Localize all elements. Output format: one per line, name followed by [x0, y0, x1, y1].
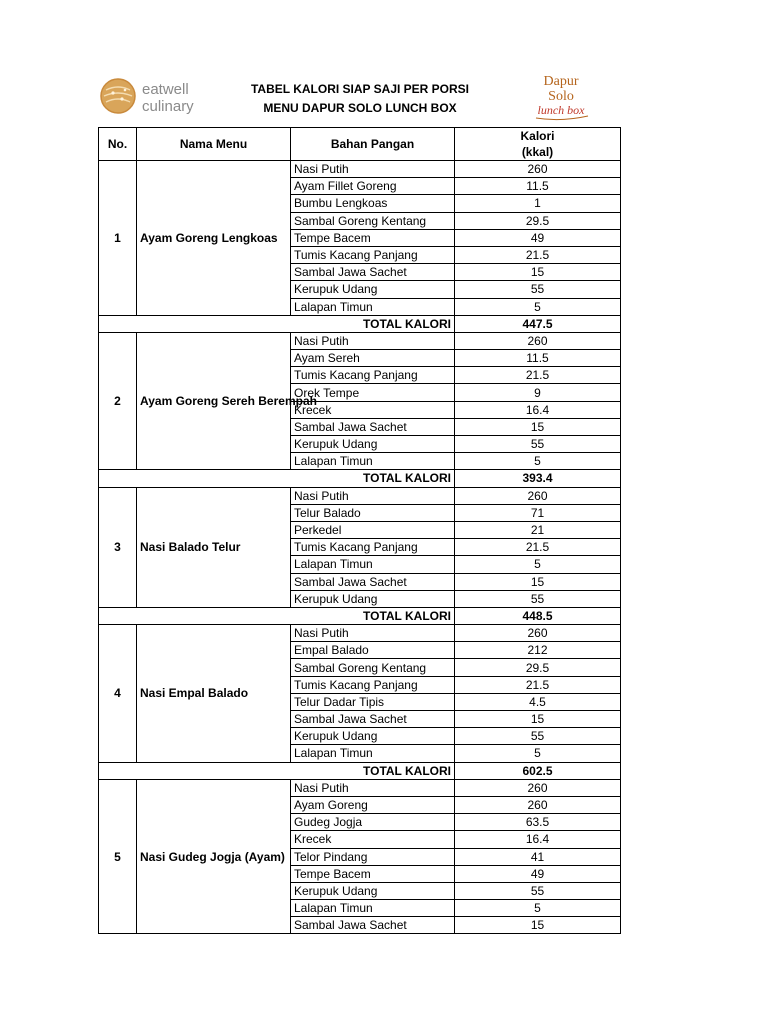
ingredient-calorie: 41: [455, 848, 621, 865]
total-label: TOTAL KALORI: [99, 470, 455, 487]
ingredient-name: Nasi Putih: [291, 332, 455, 349]
total-calorie: 393.4: [455, 470, 621, 487]
menu-number: 2: [99, 332, 137, 470]
ingredient-name: Gudeg Jogja: [291, 814, 455, 831]
ingredient-calorie: 55: [455, 436, 621, 453]
document-title-line2: MENU DAPUR SOLO LUNCH BOX: [263, 101, 457, 115]
table-row: [99, 487, 621, 504]
ingredient-name: Sambal Jawa Sachet: [291, 264, 455, 281]
ingredient-calorie: 5: [455, 900, 621, 917]
ingredient-name: Empal Balado: [291, 642, 455, 659]
ingredient-name: Tempe Bacem: [291, 229, 455, 246]
ingredient-name: Kerupuk Udang: [291, 728, 455, 745]
ingredient-name: Tumis Kacang Panjang: [291, 367, 455, 384]
ingredient-calorie: 5: [455, 453, 621, 470]
ingredient-name: Lalapan Timun: [291, 745, 455, 762]
col-header-no: No.: [99, 128, 137, 161]
total-calorie: 448.5: [455, 607, 621, 624]
logo-word-lunchbox: lunch box: [537, 103, 585, 117]
menu-name: Nasi Empal Balado: [137, 625, 291, 763]
ingredient-calorie: 9: [455, 384, 621, 401]
menu-number: 1: [99, 161, 137, 316]
table-body: [99, 161, 621, 934]
menu-number: 4: [99, 625, 137, 763]
ingredient-calorie: 29.5: [455, 659, 621, 676]
ingredient-calorie: 71: [455, 504, 621, 521]
ingredient-calorie: 63.5: [455, 814, 621, 831]
ingredient-name: Telur Balado: [291, 504, 455, 521]
ingredient-name: Nasi Putih: [291, 625, 455, 642]
logo-word-culinary: culinary: [142, 98, 194, 115]
table-row: [99, 779, 621, 796]
ingredient-name: Ayam Goreng: [291, 796, 455, 813]
ingredient-calorie: 15: [455, 917, 621, 934]
ingredient-name: Kerupuk Udang: [291, 590, 455, 607]
total-row: [99, 762, 621, 779]
ingredient-calorie: 29.5: [455, 212, 621, 229]
ingredient-name: Telor Pindang: [291, 848, 455, 865]
menu-name: Nasi Gudeg Jogja (Ayam): [137, 779, 291, 934]
ingredient-calorie: 55: [455, 728, 621, 745]
menu-number: 3: [99, 487, 137, 607]
ingredient-calorie: 5: [455, 745, 621, 762]
ingredient-name: Lalapan Timun: [291, 556, 455, 573]
col-header-menu: Nama Menu: [137, 128, 291, 161]
ingredient-calorie: 5: [455, 556, 621, 573]
ingredient-calorie: 15: [455, 418, 621, 435]
eatwell-orb-icon: [101, 79, 135, 113]
ingredient-calorie: 260: [455, 332, 621, 349]
total-label: TOTAL KALORI: [99, 315, 455, 332]
ingredient-name: Orek Tempe: [291, 384, 455, 401]
ingredient-name: Sambal Jawa Sachet: [291, 711, 455, 728]
table-row: [99, 161, 621, 178]
ingredient-name: Telur Dadar Tipis: [291, 693, 455, 710]
ingredient-name: Sambal Jawa Sachet: [291, 573, 455, 590]
ingredient-name: Nasi Putih: [291, 779, 455, 796]
ingredient-name: Ayam Sereh: [291, 350, 455, 367]
ingredient-name: Tumis Kacang Panjang: [291, 676, 455, 693]
menu-name: Ayam Goreng Lengkoas: [137, 161, 291, 316]
ingredient-name: Kerupuk Udang: [291, 436, 455, 453]
ingredient-name: Sambal Goreng Kentang: [291, 659, 455, 676]
menu-number: 5: [99, 779, 137, 934]
ingredient-calorie: 16.4: [455, 831, 621, 848]
ingredient-name: Kerupuk Udang: [291, 882, 455, 899]
ingredient-name: Tumis Kacang Panjang: [291, 246, 455, 263]
ingredient-name: Nasi Putih: [291, 161, 455, 178]
ingredient-name: Tumis Kacang Panjang: [291, 539, 455, 556]
calorie-table: [98, 127, 621, 934]
ingredient-calorie: 260: [455, 487, 621, 504]
col-header-kalori-line2: (kkal): [521, 145, 554, 159]
ingredient-calorie: 55: [455, 590, 621, 607]
ingredient-calorie: 260: [455, 625, 621, 642]
ingredient-calorie: 15: [455, 264, 621, 281]
ingredient-calorie: 15: [455, 711, 621, 728]
ingredient-calorie: 16.4: [455, 401, 621, 418]
logo-word-solo: Solo: [548, 89, 574, 104]
ingredient-name: Krecek: [291, 401, 455, 418]
total-row: [99, 315, 621, 332]
ingredient-calorie: 55: [455, 882, 621, 899]
ingredient-calorie: 21.5: [455, 676, 621, 693]
total-label: TOTAL KALORI: [99, 762, 455, 779]
ingredient-calorie: 11.5: [455, 350, 621, 367]
logo-word-dapur: Dapur: [543, 74, 579, 89]
ingredient-calorie: 49: [455, 229, 621, 246]
ingredient-name: Nasi Putih: [291, 487, 455, 504]
ingredient-calorie: 21.5: [455, 246, 621, 263]
document-title-line1: TABEL KALORI SIAP SAJI PER PORSI: [250, 82, 470, 96]
table-row: [99, 625, 621, 642]
ingredient-calorie: 260: [455, 779, 621, 796]
ingredient-calorie: 21.5: [455, 367, 621, 384]
document-header: [0, 0, 768, 125]
col-header-kalori: [455, 128, 621, 161]
ingredient-name: Bumbu Lengkoas: [291, 195, 455, 212]
menu-name: Nasi Balado Telur: [137, 487, 291, 607]
ingredient-calorie: 1: [455, 195, 621, 212]
ingredient-calorie: 11.5: [455, 178, 621, 195]
total-calorie: 602.5: [455, 762, 621, 779]
logo-word-eatwell: eatwell: [142, 81, 189, 98]
ingredient-calorie: 15: [455, 573, 621, 590]
total-label: TOTAL KALORI: [99, 607, 455, 624]
menu-name: Ayam Goreng Sereh Berempah: [137, 332, 291, 470]
ingredient-name: Sambal Jawa Sachet: [291, 418, 455, 435]
eatwell-culinary-logo: [100, 76, 220, 116]
total-row: [99, 607, 621, 624]
ingredient-calorie: 260: [455, 796, 621, 813]
ingredient-name: Tempe Bacem: [291, 865, 455, 882]
ingredient-calorie: 5: [455, 298, 621, 315]
ingredient-calorie: 21.5: [455, 539, 621, 556]
total-calorie: 447.5: [455, 315, 621, 332]
ingredient-name: Lalapan Timun: [291, 453, 455, 470]
ingredient-calorie: 212: [455, 642, 621, 659]
col-header-bahan: Bahan Pangan: [291, 128, 455, 161]
ingredient-name: Sambal Jawa Sachet: [291, 917, 455, 934]
table-header-row: [99, 128, 621, 161]
ingredient-name: Ayam Fillet Goreng: [291, 178, 455, 195]
ingredient-name: Lalapan Timun: [291, 298, 455, 315]
ingredient-name: Kerupuk Udang: [291, 281, 455, 298]
ingredient-name: Lalapan Timun: [291, 900, 455, 917]
ingredient-calorie: 21: [455, 521, 621, 538]
table-row: [99, 332, 621, 349]
ingredient-calorie: 55: [455, 281, 621, 298]
ingredient-calorie: 49: [455, 865, 621, 882]
ingredient-calorie: 4.5: [455, 693, 621, 710]
ingredient-name: Krecek: [291, 831, 455, 848]
ingredient-name: Perkedel: [291, 521, 455, 538]
ingredient-calorie: 260: [455, 161, 621, 178]
dapur-solo-logo: [526, 70, 596, 122]
ingredient-name: Sambal Goreng Kentang: [291, 212, 455, 229]
total-row: [99, 470, 621, 487]
col-header-kalori-line1: Kalori: [520, 129, 555, 143]
